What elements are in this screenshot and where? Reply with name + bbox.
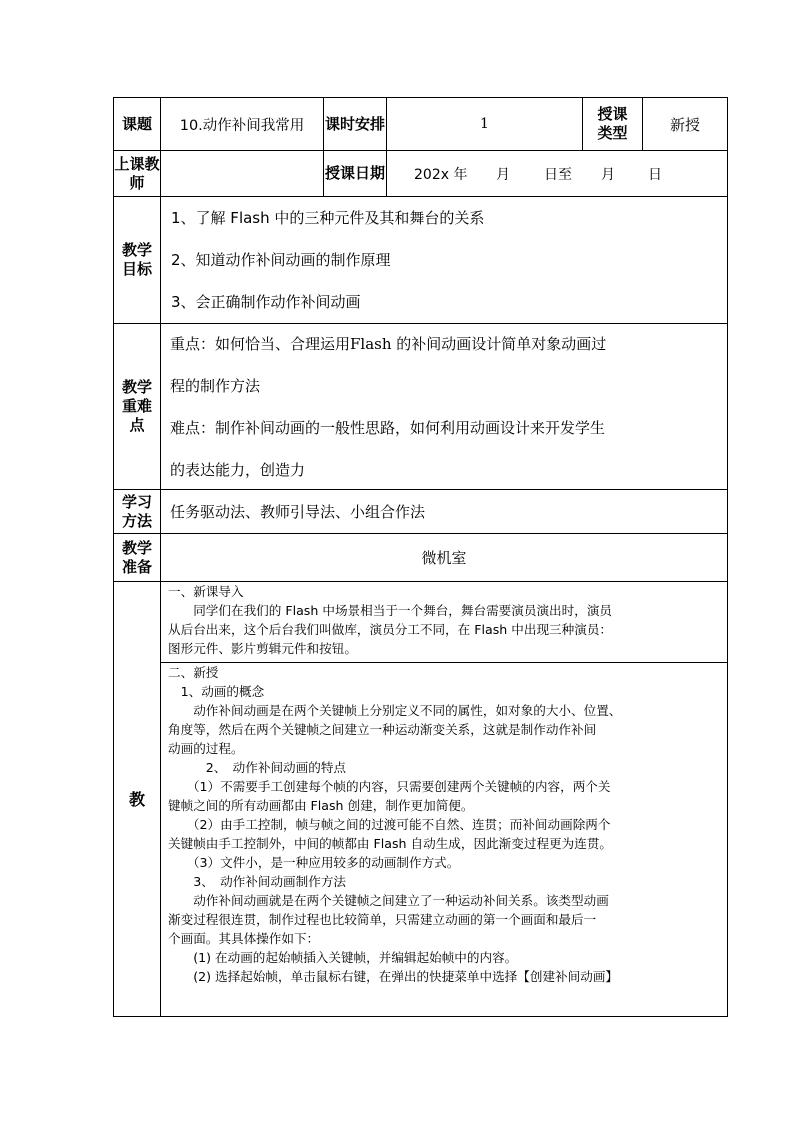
date-day-1: 日至 bbox=[544, 166, 572, 183]
method-value: 任务驱动法、教师引导法、小组合作法 bbox=[161, 490, 728, 534]
new-line: 渐变过程很连贯，制作过程也比较简单，只需建立动画的第一个画面和最后一 bbox=[168, 912, 597, 927]
new-line: 个画面。其具体操作如下： bbox=[168, 931, 320, 946]
date-day-2: 日 bbox=[648, 166, 662, 183]
date-year: 202x 年 bbox=[414, 166, 468, 183]
prep-label: 教学准备 bbox=[114, 534, 161, 582]
prep-row bbox=[114, 534, 728, 582]
topic-value: 10.动作补间我常用 bbox=[161, 98, 324, 151]
teacher-row bbox=[114, 151, 728, 197]
new-lesson-content bbox=[161, 663, 728, 1017]
date-value bbox=[387, 151, 728, 197]
new-line: (1) 在动画的起始帧插入关键帧，并编辑起始帧中的内容。 bbox=[168, 950, 518, 965]
new-line: 角度等，然后在两个关键帧之间建立一种运动渐变关系，这就是制作动作补间 bbox=[168, 722, 597, 737]
key-point-line: 的表达能力，创造力 bbox=[170, 460, 306, 479]
prep-value: 微机室 bbox=[161, 534, 728, 582]
goals-label: 教学目标 bbox=[114, 197, 161, 324]
goals-content bbox=[161, 197, 728, 324]
new-line: 动作补间动画就是在两个关键帧之间建立了一种运动补间关系。该类型动画 bbox=[168, 893, 609, 908]
key-points-row bbox=[114, 324, 728, 490]
topic-label: 课题 bbox=[114, 98, 161, 151]
teacher-label: 上课教师 bbox=[114, 151, 161, 197]
new-lesson-row bbox=[114, 663, 728, 1017]
new-line: 二、新授 bbox=[168, 665, 219, 680]
intro-line: 同学们在我们的 Flash 中场景相当于一个舞台，舞台需要演员演出时，演员 bbox=[168, 603, 613, 618]
goal-item: 2、知道动作补间动画的制作原理 bbox=[171, 250, 391, 269]
new-line: 2、 动作补间动画的特点 bbox=[168, 760, 347, 775]
key-points-label: 教学重难点 bbox=[114, 324, 161, 490]
goals-row bbox=[114, 197, 728, 324]
type-value: 新授 bbox=[643, 98, 728, 151]
new-line: (2) 选择起始帧，单击鼠标右键，在弹出的快捷菜单中选择【创建补间动画】 bbox=[168, 969, 619, 984]
schedule-label: 课时安排 bbox=[324, 98, 387, 151]
new-line: 键帧之间的所有动画都由 Flash 创建，制作更加简便。 bbox=[168, 798, 474, 813]
intro-line: 从后台出来，这个后台我们叫做库，演员分工不同，在 Flash 中出现三种演员： bbox=[168, 622, 613, 637]
new-line: 关键帧由手工控制外，中间的帧都由 Flash 自动生成，因此渐变过程更为连贯。 bbox=[168, 836, 613, 851]
new-line: （2）由手工控制，帧与帧之间的过渡可能不自然、连贯；而补间动画除两个 bbox=[168, 817, 611, 832]
goal-item: 1、了解 Flash 中的三种元件及其和舞台的关系 bbox=[171, 208, 485, 227]
date-label: 授课日期 bbox=[324, 151, 387, 197]
teaching-label: 教 bbox=[114, 582, 161, 1017]
new-line: 1、动画的概念 bbox=[168, 684, 265, 699]
date-month-1: 月 bbox=[496, 166, 510, 183]
key-point-line: 重点：如何恰当、合理运用Flash 的补间动画设计简单对象动画过 bbox=[170, 334, 607, 353]
intro-line: 一、新课导入 bbox=[168, 584, 244, 599]
key-points-content bbox=[161, 324, 728, 490]
new-line: （1）不需要手工创建每个帧的内容，只需要创建两个关键帧的内容，两个关 bbox=[168, 779, 611, 794]
new-line: （3）文件小，是一种应用较多的动画制作方式。 bbox=[168, 855, 460, 870]
intro-content bbox=[161, 582, 728, 663]
lesson-plan-table bbox=[113, 97, 728, 1017]
intro-line: 图形元件、影片剪辑元件和按钮。 bbox=[168, 641, 357, 656]
goal-item: 3、会正确制作动作补间动画 bbox=[171, 292, 361, 311]
key-point-line: 难点：制作补间动画的一般性思路，如何利用动画设计来开发学生 bbox=[170, 418, 606, 437]
topic-row bbox=[114, 98, 728, 151]
schedule-value: 1 bbox=[387, 98, 583, 151]
method-label: 学习方法 bbox=[114, 490, 161, 534]
method-row bbox=[114, 490, 728, 534]
new-line: 动画的过程。 bbox=[168, 741, 244, 756]
date-month-2: 月 bbox=[601, 166, 615, 183]
type-label: 授课类型 bbox=[583, 98, 643, 151]
new-line: 动作补间动画是在两个关键帧上分别定义不同的属性，如对象的大小、位置、 bbox=[168, 703, 622, 718]
key-point-line: 程的制作方法 bbox=[170, 376, 261, 395]
teacher-value bbox=[161, 151, 324, 197]
intro-row bbox=[114, 582, 728, 663]
new-line: 3、 动作补间动画制作方法 bbox=[168, 874, 347, 889]
